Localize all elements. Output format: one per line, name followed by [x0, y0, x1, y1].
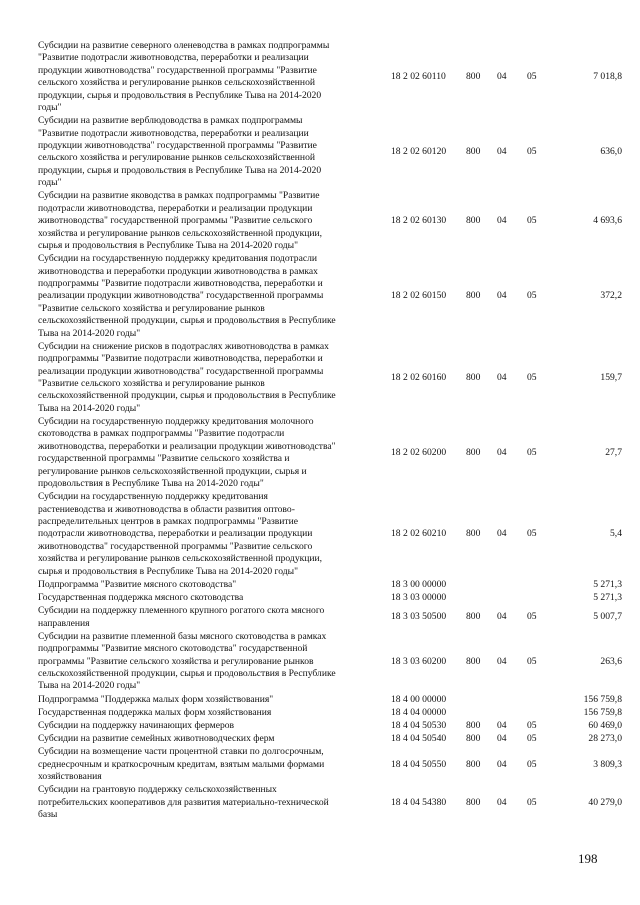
row-section: 04	[497, 146, 507, 158]
row-amount: 28 273,0	[588, 733, 622, 745]
row-subsection: 05	[527, 447, 537, 458]
row-amount: 263,6	[600, 655, 622, 667]
row-target-code: 18 2 02 60160	[391, 371, 447, 383]
row-subsection: 05	[527, 611, 537, 623]
row-expense-type: 800	[466, 733, 481, 745]
row-target-code: 18 3 03 00000	[391, 592, 447, 603]
row-expense-type: 800	[466, 146, 481, 158]
row-description: Субсидии на возмещение части процентной ставки по долгосрочным, среднесрочным и краткосрочным кредитам, взятым малыми формами хозяйствования	[38, 746, 325, 783]
row-subsection: 05	[527, 733, 537, 745]
row-subsection: 05	[527, 655, 537, 667]
row-amount: 60 469,0	[588, 720, 622, 731]
row-target-code: 18 3 00 00000	[391, 578, 447, 590]
row-description: Субсидии на грантовую поддержку сельскохозяйственных потребительских кооперативов для развития материально-технической базы	[38, 784, 329, 821]
row-section: 04	[497, 290, 507, 302]
row-target-code: 18 4 04 50550	[391, 758, 447, 770]
row-amount: 4 693,6	[593, 215, 622, 227]
row-expense-type: 800	[466, 371, 481, 383]
row-subsection: 05	[527, 71, 537, 82]
row-expense-type: 800	[466, 290, 481, 302]
row-amount: 156 759,8	[583, 706, 622, 718]
row-amount: 5 271,3	[593, 578, 622, 590]
row-subsection: 05	[527, 290, 537, 302]
row-subsection: 05	[527, 146, 537, 158]
row-description: Государственная поддержка мясного скотоводства	[38, 592, 244, 603]
row-section: 04	[497, 528, 507, 540]
row-description: Субсидии на развитие племенной базы мясного скотоводства в рамках подпрограммы "Развитие мясного скотоводства" государственной программы "Развитие сельского хозяйства и регулирование рынков сельскохозяйственной продукции, сырья и продовольствия в Республике Тыва на 2014-2020 годы"	[38, 630, 336, 692]
row-description: Субсидии на развитие яководства в рамках подпрограммы "Развитие подотрасли животноводства, переработки и реализации продукции животноводства" государственной программы "Развитие сельского хозяйства и регулирование рынков сельскохозяйственной продукции, сырья и продовольствия в Республике Тыва на 2014-2020 годы"	[38, 190, 323, 252]
row-target-code: 18 4 04 00000	[391, 706, 447, 718]
row-amount: 27,7	[605, 447, 622, 458]
row-target-code: 18 2 02 60130	[391, 215, 447, 227]
row-amount: 5 007,7	[593, 611, 622, 623]
row-subsection: 05	[527, 371, 537, 383]
row-target-code: 18 4 04 50530	[391, 720, 447, 731]
row-section: 04	[497, 733, 507, 745]
row-section: 04	[497, 71, 507, 82]
page-number: 198	[578, 851, 598, 866]
row-amount: 159,7	[600, 371, 622, 383]
row-expense-type: 800	[466, 655, 481, 667]
row-section: 04	[497, 371, 507, 383]
row-target-code: 18 2 02 60110	[391, 71, 446, 82]
row-target-code: 18 2 02 60200	[391, 447, 447, 458]
row-expense-type: 800	[466, 447, 481, 458]
row-subsection: 05	[527, 720, 537, 731]
row-subsection: 05	[527, 215, 537, 227]
row-amount: 5,4	[610, 528, 622, 540]
row-section: 04	[497, 447, 507, 458]
row-expense-type: 800	[466, 758, 481, 770]
row-section: 04	[497, 720, 507, 731]
row-section: 04	[497, 215, 507, 227]
row-target-code: 18 4 00 00000	[391, 693, 447, 705]
row-target-code: 18 3 03 60200	[391, 655, 447, 667]
row-amount: 3 809,3	[593, 758, 622, 770]
row-description: Подпрограмма "Поддержка малых форм хозяйствования"	[38, 693, 274, 705]
row-expense-type: 800	[466, 71, 481, 82]
row-description: Субсидии на поддержку начинающих фермеров	[38, 720, 235, 731]
row-target-code: 18 4 04 50540	[391, 733, 447, 745]
row-subsection: 05	[527, 528, 537, 540]
row-description: Субсидии на развитие верблюдоводства в рамках подпрограммы "Развитие подотрасли животноводства, переработки и реализации продукции животноводства" государственной программы "Развитие сельского хозяйства и регулирование рынков сельскохозяйственной продукции, сырья и продовольствия в Республике Тыва на 2014-2020 годы"	[38, 115, 322, 189]
row-section: 04	[497, 796, 507, 808]
row-amount: 156 759,8	[583, 693, 622, 705]
row-subsection: 05	[527, 758, 537, 770]
row-subsection: 05	[527, 796, 537, 808]
row-target-code: 18 4 04 54380	[391, 796, 447, 808]
row-description: Государственная поддержка малых форм хозяйствования	[38, 706, 272, 718]
row-target-code: 18 2 02 60150	[391, 290, 447, 302]
row-amount: 5 271,3	[593, 592, 622, 603]
row-description: Субсидии на развитие семейных животноводческих ферм	[38, 733, 275, 745]
row-expense-type: 800	[466, 528, 481, 540]
row-amount: 40 279,0	[588, 796, 622, 808]
row-amount: 636,0	[600, 146, 622, 158]
row-description: Подпрограмма "Развитие мясного скотоводства"	[38, 578, 237, 590]
row-section: 04	[497, 758, 507, 770]
row-expense-type: 800	[466, 796, 481, 808]
row-description: Субсидии на государственную поддержку кредитования молочного скотоводства в рамках подпрограммы "Развитие подотрасли животноводства, переработки и реализации продукции животноводства" государственной программы "Развитие сельского хозяйства и регулирование рынков сельскохозяйственной продукции, сырья и продовольствия в Республике Тыва на 2014-2020 годы"	[38, 416, 336, 490]
row-amount: 7 018,8	[593, 71, 622, 82]
row-expense-type: 800	[466, 215, 481, 227]
row-target-code: 18 3 03 50500	[391, 611, 447, 623]
row-target-code: 18 2 02 60210	[391, 528, 447, 540]
row-description: Субсидии на развитие северного оленеводства в рамках подпрограммы "Развитие подотрасли животноводства, переработки и реализации продукции животноводства" государственной программы "Развитие сельского хозяйства и регулирование рынков сельскохозяйственной продукции, сырья и продовольствия в Республике Тыва на 2014-2020 годы"	[38, 40, 330, 114]
row-description: Субсидии на государственную поддержку кредитования растениеводства и животноводства в области развития оптово- распределительных центров в рамках подпрограммы "Развитие подотрасли животноводства, переработки и реализации продукции животноводства" государственной программы "Развитие сельского хозяйства и регулирование рынков сельскохозяйственной продукции, сырья и продовольствия в Республике Тыва на 2014-2020 годы"	[38, 491, 323, 577]
row-amount: 372,2	[600, 290, 622, 302]
row-description: Субсидии на поддержку племенного крупного рогатого скота мясного направления	[38, 605, 325, 629]
row-description: Субсидии на государственную поддержку кредитования подотрасли животноводства и переработки продукции животноводства в рамках подпрограммы "Развитие подотрасли животноводства, переработки и реализации продукции животноводства" государственной программы "Развитие сельского хозяйства и регулирование рынков сельскохозяйственной продукции, сырья и продовольствия в Республике Тыва на 2014-2020 годы"	[38, 253, 336, 339]
row-section: 04	[497, 611, 507, 623]
row-description: Субсидии на снижение рисков в подотраслях животноводства в рамках подпрограммы "Развитие подотрасли животноводства, переработки и реализации продукции животноводства" государственной программы "Развитие сельского хозяйства и регулирование рынков сельскохозяйственной продукции, сырья и продовольствия в Республике Тыва на 2014-2020 годы"	[38, 340, 336, 414]
row-target-code: 18 2 02 60120	[391, 146, 447, 158]
row-expense-type: 800	[466, 611, 481, 623]
row-section: 04	[497, 655, 507, 667]
row-expense-type: 800	[466, 720, 481, 731]
